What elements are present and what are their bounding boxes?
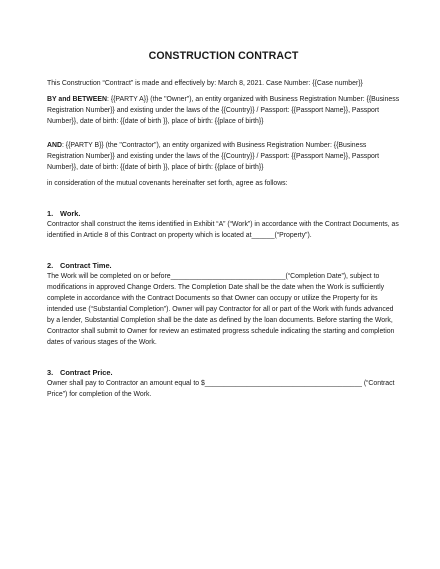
- section-3-text: Owner shall pay to Contractor an amount equal to $_________________________________________ (“Contract Price”) for completion of the Work.: [47, 380, 395, 398]
- section-1-text: Contractor shall construct the items identified in Exhibit “A” (“Work”) in accordance with the Contract Documents, as identified in Article 8 of this Contract on property which is located at______(“Property”).: [47, 221, 399, 239]
- section-2-number: 2.: [47, 261, 54, 270]
- between-label: BY and BETWEEN: [47, 96, 107, 103]
- section-3-title: Contract Price.: [60, 368, 113, 377]
- section-2-text: The Work will be completed on or before______________________________(“Completion Date”), subject to modifications in approved Change Orders. The Completion Date shall be the date when the Work is sufficiently complete in accordance with the Contract Documents so that Owner can occupy or utilize the Property for its intended use (“Substantial Completion”). Owner will pay Contractor for all or part of the Work with funds advanced by a lender, Substantial Completion shall be the date as defined by the loan documents. Before starting the Work, Contractor shall submit to Owner for review an estimated progress schedule indicating the starting and completion dates of various stages of the Work.: [47, 273, 395, 346]
- and-label: AND: [47, 142, 62, 149]
- intro-paragraph: This Construction “Contract” is made and effectively by: March 8, 2021. Case Number: {{Case number}}: [47, 80, 363, 87]
- document-title: CONSTRUCTION CONTRACT: [148, 50, 299, 62]
- section-1-title: Work.: [60, 209, 81, 218]
- section-3-heading: [47, 367, 400, 378]
- section-3-number: 3.: [47, 368, 54, 377]
- section-1-heading: [47, 208, 400, 219]
- section-2-heading: [47, 260, 400, 271]
- party-a-paragraph: [47, 94, 400, 127]
- section-1-number: 1.: [47, 209, 54, 218]
- party-b-text: : {{PARTY B}} (the "Contractor"), an entity organized with Business Registration Number: {{Business Registration Number}} and existing under the laws of the {{Country}} / Passport: {{Passport Name}}, Passport Number}}, date of birth: {{date of birth }}, place of birth: {{place of birth}}: [47, 142, 380, 171]
- section-2-title: Contract Time.: [60, 261, 112, 270]
- consideration-paragraph: in consideration of the mutual covenants hereinafter set forth, agree as follows:: [47, 180, 288, 187]
- party-b-paragraph: [47, 140, 400, 173]
- party-a-text: : {{PARTY A}} (the "Owner"), an entity organized with Business Registration Number: {{Business Registration Number}} and existing under the laws of the {{Country}} / Passport: {{Passport Name}}, Passport Number}}, date of birth: {{date of birth }}, place of birth: {{place of birth}}: [47, 96, 400, 125]
